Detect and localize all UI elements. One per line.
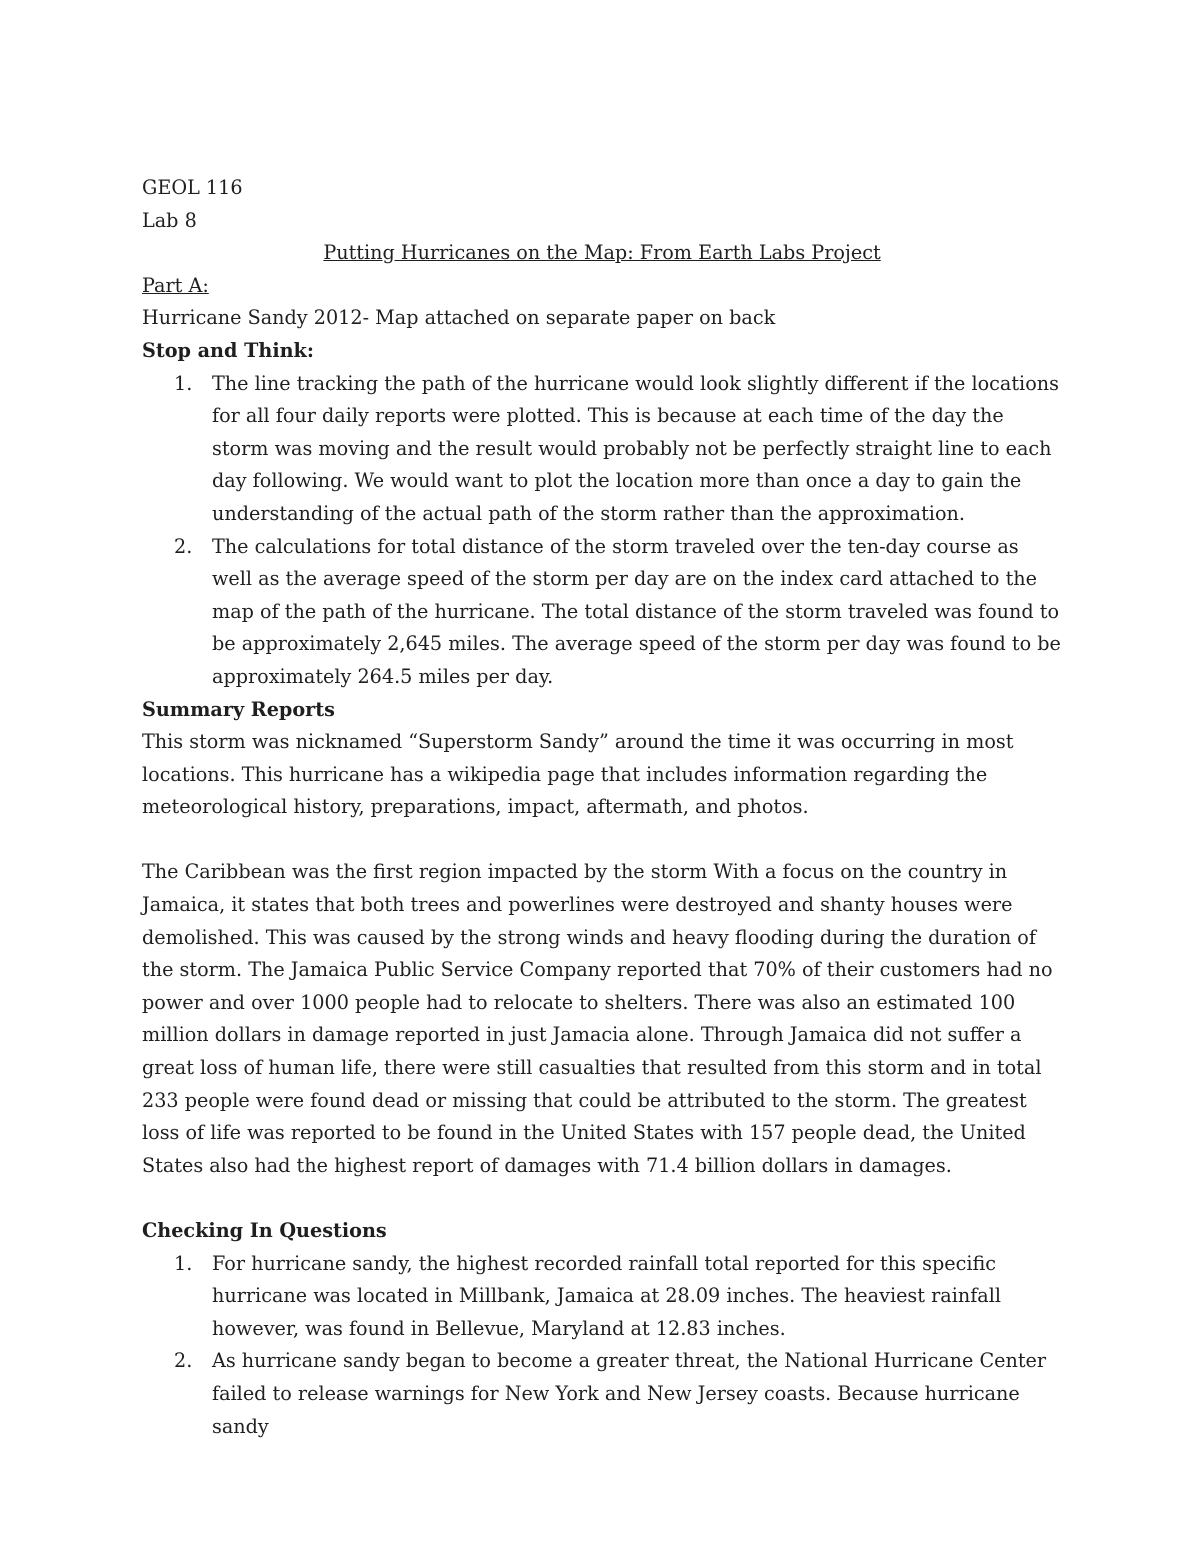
course-code: GEOL 116 (142, 176, 243, 199)
list-item (142, 1248, 1062, 1346)
part-a-heading: Part A: (142, 273, 209, 297)
paragraph-spacer (142, 1182, 1062, 1215)
summary-paragraph: The Caribbean was the first region impacted by the storm With a focus on the country in Jamaica, it states that both trees and powerlines were destroyed and shanty houses were demolished. This was caused by the strong winds and heavy flooding during the duration of the storm. The Jamaica Public Service Company reported that 70% of their customers had no power and over 1000 people had to relocate to shelters. There was also an estimated 100 million dollars in damage reported in just Jamacia alone. Through Jamaica did not suffer a great loss of human life, there were still casualties that resulted from this storm and in total 233 people were found dead or missing that could be attributed to the storm. The greatest loss of life was reported to be found in the United States with 157 people dead, the United States also had the highest report of damages with 71.4 billion dollars in damages. (142, 860, 1053, 1177)
checking-in-list (142, 1248, 1062, 1444)
summary-paragraph: This storm was nicknamed “Superstorm Sandy” around the time it was occurring in most locations. This hurricane has a wikipedia page that includes information regarding the meteorological history, preparations, impact, aftermath, and photos. (142, 730, 1014, 819)
stop-and-think-heading: Stop and Think: (142, 338, 314, 362)
list-item-number: 2. (174, 534, 193, 558)
summary-reports-heading: Summary Reports (142, 697, 335, 721)
document-title: Putting Hurricanes on the Map: From Earth Labs Project (323, 241, 881, 265)
part-a-map-note: Hurricane Sandy 2012- Map attached on separate paper on back (142, 306, 776, 330)
document-body (142, 172, 1062, 1443)
lab-number: Lab 8 (142, 208, 197, 232)
stop-and-think-list (142, 368, 1062, 694)
list-item-text: As hurricane sandy began to become a greater threat, the National Hurricane Center failed to release warnings for New York and New Jersey coasts. Because hurricane sandy (212, 1349, 1047, 1438)
paragraph-spacer (142, 824, 1062, 857)
list-item (142, 368, 1062, 531)
list-item (142, 531, 1062, 694)
list-item-number: 1. (174, 1251, 193, 1275)
list-item-number: 2. (174, 1349, 193, 1373)
list-item-text: For hurricane sandy, the highest recorded rainfall total reported for this specific hurricane was located in Millbank, Jamaica at 28.09 inches. The heaviest rainfall however, was found in Bellevue, Maryland at 12.83 inches. (212, 1251, 1002, 1340)
list-item-text: The calculations for total distance of the storm traveled over the ten-day course as well as the average speed of the storm per day are on the index card attached to the map of the path of the hurricane. The total distance of the storm traveled was found to be approximately 2,645 miles. The average speed of the storm per day was found to be approximately 264.5 miles per day. (212, 534, 1061, 688)
checking-in-heading: Checking In Questions (142, 1219, 387, 1242)
list-item (142, 1345, 1062, 1443)
list-item-text: The line tracking the path of the hurricane would look slightly different if the locations for all four daily reports were plotted. This is because at each time of the day the storm was moving and the result would probably not be perfectly straight line to each day following. We would want to plot the location more than once a day to gain the understanding of the actual path of the storm rather than the approximation. (212, 371, 1059, 525)
list-item-number: 1. (174, 371, 193, 395)
